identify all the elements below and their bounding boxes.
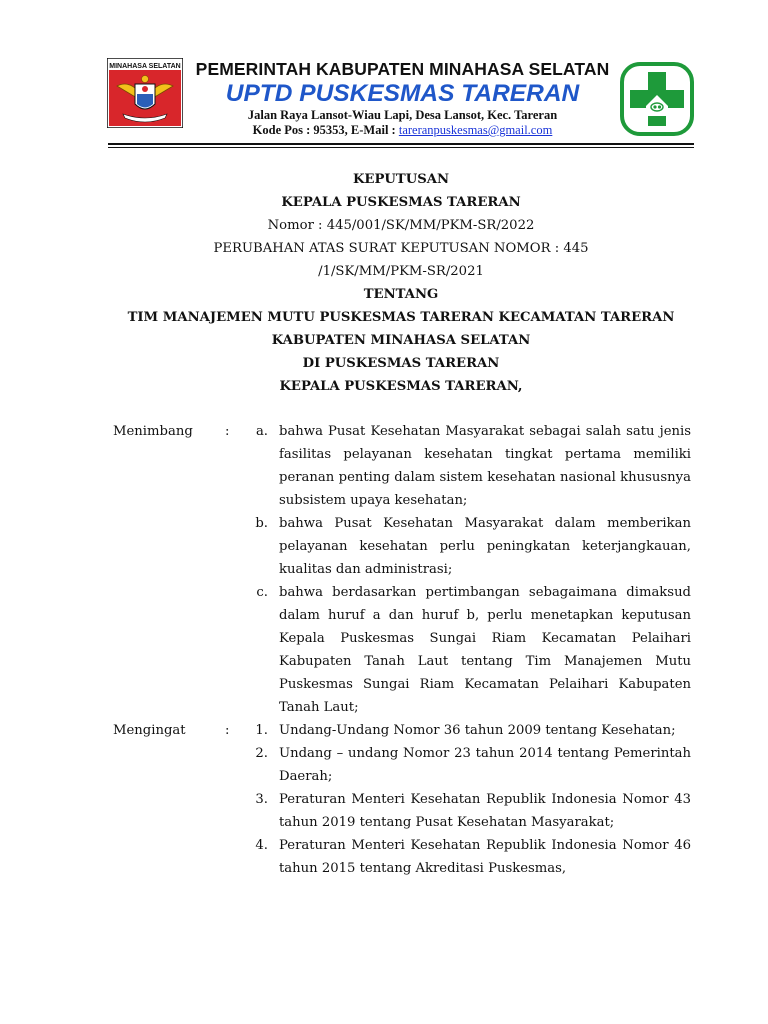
menimbang-section bbox=[113, 420, 691, 719]
list-item bbox=[242, 420, 691, 512]
decree-body bbox=[113, 420, 691, 880]
item-number: 1. bbox=[255, 723, 268, 738]
item-text: bahwa Pusat Kesehatan Masyarakat dalam memberikan pelayanan kesehatan perlu peningkatan keterjangkauan, kualitas dan administrasi; bbox=[279, 516, 691, 577]
contact-line bbox=[185, 123, 620, 138]
item-text: bahwa Pusat Kesehatan Masyarakat sebagai salah satu jenis fasilitas pelayanan kesehatan tingkat pertama memiliki peranan penting dalam sistem kesehatan nasional khususnya subsistem upaya kesehatan; bbox=[279, 424, 691, 508]
section-colon: : bbox=[225, 424, 230, 439]
title-tentang: TENTANG bbox=[363, 287, 439, 302]
section-items bbox=[242, 420, 691, 719]
emblem-label: MINAHASA SELATAN bbox=[109, 63, 181, 70]
mengingat-section bbox=[113, 719, 691, 880]
list-item bbox=[242, 788, 691, 834]
title-issuer: KEPALA PUSKESMAS TARERAN bbox=[281, 195, 521, 210]
email-link[interactable]: tareranpuskesmas@gmail.com bbox=[398, 123, 553, 137]
item-text: Peraturan Menteri Kesehatan Republik Indonesia Nomor 43 tahun 2019 tentang Pusat Kesehatan Masyarakat; bbox=[279, 792, 691, 830]
address-line: Jalan Raya Lansot-Wiau Lapi, Desa Lansot, Kec. Tareran bbox=[247, 108, 558, 122]
government-name: PEMERINTAH KABUPATEN MINAHASA SELATAN bbox=[195, 59, 610, 79]
institution-name: UPTD PUSKESMAS TARERAN bbox=[225, 80, 580, 107]
title-amendment-number: /1/SK/MM/PKM-SR/2021 bbox=[318, 264, 484, 279]
title-signatory: KEPALA PUSKESMAS TARERAN, bbox=[279, 379, 523, 394]
list-item bbox=[242, 512, 691, 581]
list-item bbox=[242, 719, 691, 742]
postal-code-text: Kode Pos : 95353, E-Mail : bbox=[252, 123, 399, 137]
minahasa-selatan-emblem-icon bbox=[107, 58, 183, 128]
item-number: a. bbox=[255, 424, 268, 439]
decree-title-block bbox=[108, 168, 694, 398]
list-item bbox=[242, 834, 691, 880]
item-text: Undang – undang Nomor 23 tahun 2014 tentang Pemerintah Daerah; bbox=[279, 746, 691, 784]
section-label: Mengingat bbox=[113, 723, 186, 738]
item-text: Peraturan Menteri Kesehatan Republik Indonesia Nomor 46 tahun 2015 tentang Akreditasi Puskesmas, bbox=[279, 838, 691, 876]
puskesmas-logo-icon bbox=[620, 62, 694, 136]
item-number: 2. bbox=[255, 746, 268, 761]
item-number: c. bbox=[256, 585, 268, 600]
title-amendment: PERUBAHAN ATAS SURAT KEPUTUSAN NOMOR : 445 bbox=[213, 241, 589, 256]
letterhead-divider-thick bbox=[108, 143, 694, 145]
list-item bbox=[242, 742, 691, 788]
item-text: Undang-Undang Nomor 36 tahun 2009 tentang Kesehatan; bbox=[279, 723, 676, 738]
title-subject-3: DI PUSKESMAS TARERAN bbox=[302, 356, 500, 371]
section-label: Menimbang bbox=[113, 424, 193, 439]
title-subject-1: TIM MANAJEMEN MUTU PUSKESMAS TARERAN KECAMATAN TARERAN bbox=[127, 310, 675, 325]
letterhead-divider-thin bbox=[108, 147, 694, 148]
letterhead-text bbox=[185, 58, 620, 138]
title-subject-2: KABUPATEN MINAHASA SELATAN bbox=[271, 333, 531, 348]
item-number: 3. bbox=[255, 792, 268, 807]
title-keputusan: KEPUTUSAN bbox=[352, 172, 450, 187]
title-number: Nomor : 445/001/SK/MM/PKM-SR/2022 bbox=[267, 218, 535, 233]
item-number: b. bbox=[255, 516, 268, 531]
list-item bbox=[242, 581, 691, 719]
item-number: 4. bbox=[255, 838, 268, 853]
item-text: bahwa berdasarkan pertimbangan sebagaimana dimaksud dalam huruf a dan huruf b, perlu menetapkan keputusan Kepala Puskesmas Sungai Riam Kecamatan Pelaihari Kabupaten Tanah Laut tentang Tim Manajemen Mutu Puskesmas Sungai Riam Kecamatan Pelaihari Kabupaten Tanah Laut; bbox=[279, 585, 691, 715]
section-colon: : bbox=[225, 723, 230, 738]
section-items bbox=[242, 719, 691, 880]
